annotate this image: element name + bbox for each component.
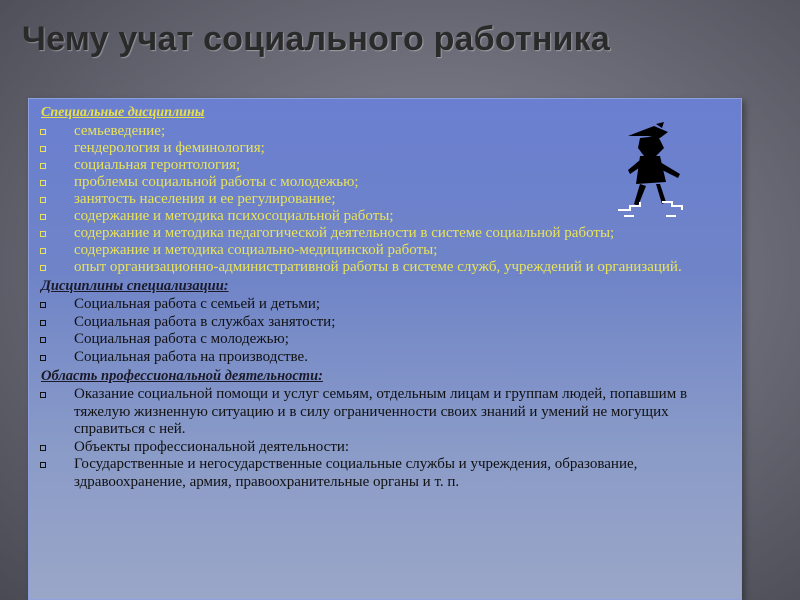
list-item-text: гендерология и феминология; (74, 140, 265, 156)
list-item-text: занятость населения и ее регулирование; (74, 191, 336, 207)
list-item-text: Социальная работа на производстве. (74, 348, 308, 365)
list-item (37, 225, 737, 242)
list-specialization (37, 296, 737, 366)
bullet-icon (40, 231, 46, 237)
list-item-text: Социальная работа с семьей и детьми; (74, 296, 321, 312)
list-item-text: Социальная работа в службах занятости; (74, 313, 336, 330)
bullet-icon (40, 337, 46, 343)
bullet-icon (40, 197, 46, 203)
list-item-text: семьеведение; (74, 123, 166, 139)
list-item-text: проблемы социальной работы с молодежью; (74, 174, 359, 190)
bullet-icon (40, 462, 46, 468)
list-item-text: опыт организационно-административной работы в системе служб, учреждений и организаций. (74, 259, 682, 275)
bullet-icon (40, 146, 46, 152)
list-item (37, 314, 737, 332)
list-item (37, 386, 737, 439)
list-item-text: социальная геронтология; (74, 157, 241, 173)
stick-figure-icon (610, 122, 690, 222)
bullet-icon (40, 248, 46, 254)
bullet-icon (40, 302, 46, 308)
list-item (37, 242, 737, 259)
list-field (37, 386, 737, 491)
list-item-text: Государственные и негосударственные социальные службы и учреждения, образование, здравоохранение, армия, правоохранительные органы и т. п. (74, 456, 638, 490)
list-item (37, 331, 737, 349)
section-heading-field: Область профессиональной деятельности: (41, 368, 323, 384)
list-item (37, 259, 737, 276)
section-field (37, 368, 737, 491)
bullet-icon (40, 392, 46, 398)
bullet-icon (40, 214, 46, 220)
list-item-text: содержание и методика педагогической деятельности в системе социальной работы; (74, 225, 615, 241)
bullet-icon (40, 320, 46, 326)
list-item-text: содержание и методика социально-медицинской работы; (74, 242, 438, 258)
list-item (37, 456, 737, 491)
bullet-icon (40, 265, 46, 271)
section-heading-specialization: Дисциплины специализации: (41, 278, 229, 294)
bullet-icon (40, 163, 46, 169)
section-heading-special: Специальные дисциплины (41, 105, 205, 120)
section-specialization (37, 278, 737, 366)
list-item-text: Объекты профессиональной деятельности: (74, 438, 350, 455)
bullet-icon (40, 180, 46, 186)
bullet-icon (40, 355, 46, 361)
list-item-text: Социальная работа с молодежью; (74, 331, 289, 347)
list-item-text: Оказание социальной помощи и услуг семьям, отдельным лицам и группам людей, попавшим в тяжелую жизненную ситуацию и в силу ограниченности своих знаний и умений не могущих справиться с ней. (74, 386, 688, 437)
bullet-icon (40, 129, 46, 135)
list-item (37, 439, 737, 457)
list-item-text: содержание и методика психосоциальной работы; (74, 208, 394, 224)
list-item (37, 296, 737, 314)
bullet-icon (40, 445, 46, 451)
slide-title: Чему учат социального работника (22, 20, 611, 58)
list-item (37, 349, 737, 367)
